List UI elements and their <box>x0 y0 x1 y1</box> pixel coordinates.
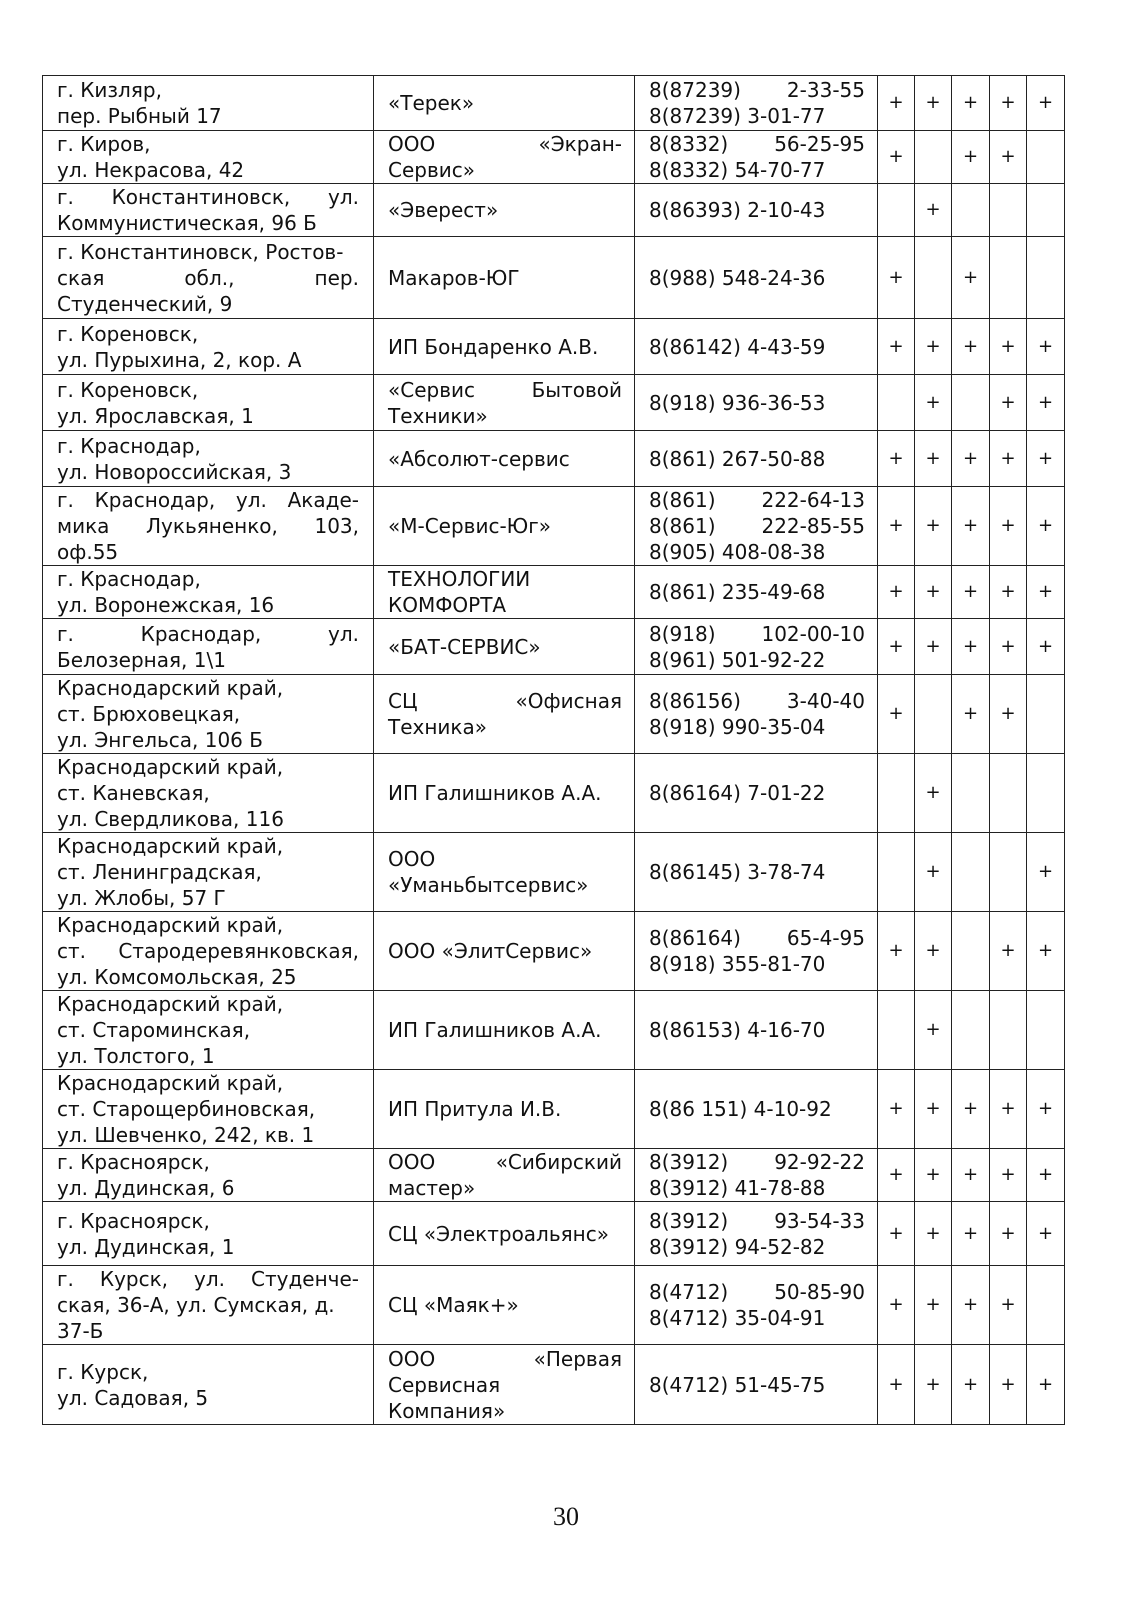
table-row <box>43 431 1065 487</box>
service-mark-cell: + <box>878 131 915 184</box>
service-mark-cell: + <box>952 431 990 487</box>
address-cell-line: г. Кореновск, <box>57 321 199 346</box>
service-mark-cell: + <box>1027 319 1065 375</box>
service-mark-cell: + <box>1027 912 1065 991</box>
address-cell-line: 37-Б <box>57 1319 104 1343</box>
service-mark-cell: + <box>1027 1345 1065 1425</box>
service-mark-cell: + <box>878 1149 915 1202</box>
service-mark-cell: + <box>915 1070 952 1149</box>
service-mark-cell <box>952 991 990 1070</box>
service-mark-cell: + <box>915 833 952 912</box>
organization-cell <box>374 1202 635 1266</box>
service-mark-cell: + <box>1027 487 1065 566</box>
address-cell-line: г. Константиновск, ул. <box>57 185 359 209</box>
address-cell-line: г. Константиновск, Ростов- <box>57 239 344 264</box>
service-mark-cell: + <box>952 675 990 754</box>
organization-cell-line: «Сервис Бытовой <box>388 377 622 402</box>
organization-cell <box>374 184 635 237</box>
service-mark-cell: + <box>878 1202 915 1266</box>
service-mark-cell: + <box>1027 375 1065 431</box>
phone-cell <box>635 566 878 619</box>
address-cell-line: г. Кизляр, <box>57 78 162 102</box>
phone-cell <box>635 1345 878 1425</box>
phone-cell-line: 8(988) 548-24-36 <box>649 265 826 290</box>
service-mark-cell <box>952 375 990 431</box>
phone-cell-line: 8(4712) 35-04-91 <box>649 1306 826 1330</box>
phone-cell-line: 8(918) 102-00-10 <box>649 621 865 646</box>
organization-cell-line: ТЕХНОЛОГИИ <box>388 567 531 591</box>
phone-cell <box>635 991 878 1070</box>
organization-cell <box>374 431 635 487</box>
organization-cell-line: «М-Сервис-Юг» <box>388 514 552 538</box>
address-cell <box>43 912 374 991</box>
service-mark-cell <box>878 991 915 1070</box>
phone-cell-line: 8(3912) 41-78-88 <box>649 1176 826 1200</box>
table-row <box>43 675 1065 754</box>
service-mark-cell <box>915 131 952 184</box>
organization-cell-line: «Уманьбытсервис» <box>388 873 589 897</box>
address-cell-line: ул. Свердликова, 116 <box>57 807 284 831</box>
phone-cell <box>635 675 878 754</box>
service-mark-cell: + <box>990 1149 1027 1202</box>
phone-cell-line: 8(8332) 56-25-95 <box>649 132 865 156</box>
phone-cell <box>635 319 878 375</box>
phone-cell-line: 8(86153) 4-16-70 <box>649 1018 826 1042</box>
table-row <box>43 487 1065 566</box>
phone-cell <box>635 1202 878 1266</box>
table-body <box>43 76 1065 1425</box>
table-row <box>43 237 1065 319</box>
service-mark-cell: + <box>952 1149 990 1202</box>
phone-cell-line: 8(961) 501-92-22 <box>649 647 826 672</box>
organization-cell-line: Техники» <box>388 403 488 428</box>
service-mark-cell: + <box>990 1070 1027 1149</box>
table-row <box>43 375 1065 431</box>
organization-cell-line: ИП Бондаренко А.В. <box>388 334 599 359</box>
service-mark-cell: + <box>990 566 1027 619</box>
organization-cell <box>374 76 635 131</box>
service-mark-cell <box>952 833 990 912</box>
page-number: 30 <box>553 1502 579 1531</box>
service-mark-cell: + <box>915 431 952 487</box>
organization-cell-line: Сервисная <box>388 1372 501 1397</box>
service-mark-cell: + <box>990 675 1027 754</box>
organization-cell <box>374 566 635 619</box>
service-mark-cell: + <box>1027 1149 1065 1202</box>
organization-cell-line: «БАТ-СЕРВИС» <box>388 634 541 659</box>
table-row <box>43 566 1065 619</box>
phone-cell-line: 8(8332) 54-70-77 <box>649 158 826 182</box>
organization-cell-line: СЦ «Офисная <box>388 689 622 713</box>
phone-cell-line: 8(918) 936-36-53 <box>649 390 826 415</box>
service-mark-cell: + <box>952 619 990 675</box>
address-cell-line: г. Курск, <box>57 1359 149 1384</box>
organization-cell-line: Сервис» <box>388 158 475 182</box>
service-mark-cell: + <box>952 1266 990 1345</box>
organization-cell <box>374 619 635 675</box>
organization-cell <box>374 833 635 912</box>
address-cell <box>43 1266 374 1345</box>
service-mark-cell: + <box>915 76 952 131</box>
address-cell-line: ст. Старощербиновская, <box>57 1097 316 1121</box>
service-mark-cell: + <box>878 319 915 375</box>
address-cell-line: ст. Стародеревянковская, <box>57 939 359 963</box>
address-cell <box>43 487 374 566</box>
phone-cell-line: 8(86156) 3-40-40 <box>649 689 865 713</box>
table-row <box>43 912 1065 991</box>
address-cell-line: г. Краснодар, ул. <box>57 621 359 646</box>
service-mark-cell <box>990 184 1027 237</box>
service-mark-cell: + <box>915 566 952 619</box>
service-mark-cell: + <box>915 319 952 375</box>
organization-cell <box>374 319 635 375</box>
service-mark-cell: + <box>1027 431 1065 487</box>
organization-cell-line: ООО <box>388 847 436 871</box>
service-mark-cell: + <box>1027 76 1065 131</box>
phone-cell-line: 8(3912) 92-92-22 <box>649 1150 865 1174</box>
service-mark-cell: + <box>952 131 990 184</box>
service-mark-cell <box>1027 1266 1065 1345</box>
phone-cell <box>635 237 878 319</box>
address-cell-line: ул. Пурыхина, 2, кор. А <box>57 347 302 372</box>
table-row <box>43 754 1065 833</box>
organization-cell-line: ИП Галишников А.А. <box>388 1018 602 1042</box>
service-mark-cell: + <box>915 184 952 237</box>
address-cell-line: ул. Воронежская, 16 <box>57 593 275 617</box>
address-cell-line: ская обл., пер. <box>57 265 359 290</box>
phone-cell <box>635 754 878 833</box>
service-mark-cell: + <box>878 912 915 991</box>
phone-cell <box>635 184 878 237</box>
address-cell-line: г. Киров, <box>57 132 151 156</box>
service-mark-cell: + <box>952 487 990 566</box>
phone-cell-line: 8(918) 990-35-04 <box>649 715 826 739</box>
organization-cell <box>374 487 635 566</box>
address-cell <box>43 619 374 675</box>
table-row <box>43 1149 1065 1202</box>
service-mark-cell: + <box>990 76 1027 131</box>
address-cell-line: г. Красноярск, <box>57 1208 210 1233</box>
service-mark-cell: + <box>1027 1202 1065 1266</box>
phone-cell-line: 8(86 151) 4-10-92 <box>649 1097 832 1121</box>
address-cell-line: ская, 36-А, ул. Сумская, д. <box>57 1293 335 1317</box>
address-cell <box>43 675 374 754</box>
organization-cell <box>374 1266 635 1345</box>
organization-cell-line: СЦ «Маяк+» <box>388 1293 519 1317</box>
organization-cell <box>374 754 635 833</box>
service-mark-cell <box>915 237 952 319</box>
organization-cell-line: «Абсолют-сервис <box>388 446 570 471</box>
address-cell-line: ул. Жлобы, 57 Г <box>57 886 226 910</box>
organization-cell-line: «Эверест» <box>388 198 499 222</box>
service-mark-cell: + <box>878 1266 915 1345</box>
organization-cell-line: ИП Галишников А.А. <box>388 781 602 805</box>
service-mark-cell: + <box>952 1202 990 1266</box>
service-mark-cell <box>1027 184 1065 237</box>
service-mark-cell: + <box>952 566 990 619</box>
address-cell-line: ст. Каневская, <box>57 781 210 805</box>
phone-cell-line: 8(4712) 51-45-75 <box>649 1372 826 1397</box>
table-row <box>43 131 1065 184</box>
phone-cell <box>635 1266 878 1345</box>
phone-cell-line: 8(861) 267-50-88 <box>649 446 826 471</box>
service-mark-cell: + <box>915 619 952 675</box>
address-cell-line: г. Курск, ул. Студенче- <box>57 1267 359 1291</box>
service-mark-cell: + <box>952 1070 990 1149</box>
phone-cell <box>635 1070 878 1149</box>
service-mark-cell: + <box>990 619 1027 675</box>
phone-cell-line: 8(3912) 93-54-33 <box>649 1208 865 1233</box>
phone-cell-line: 8(86164) 7-01-22 <box>649 781 826 805</box>
service-mark-cell: + <box>990 319 1027 375</box>
address-cell <box>43 76 374 131</box>
address-cell-line: Краснодарский край, <box>57 992 284 1016</box>
organization-cell-line: ООО «Первая <box>388 1346 622 1371</box>
organization-cell-line: мастер» <box>388 1176 476 1200</box>
address-cell-line: ул. Садовая, 5 <box>57 1385 209 1410</box>
organization-cell <box>374 237 635 319</box>
phone-cell <box>635 487 878 566</box>
table-row <box>43 76 1065 131</box>
service-mark-cell: + <box>990 131 1027 184</box>
table-row <box>43 1202 1065 1266</box>
service-mark-cell: + <box>952 319 990 375</box>
service-mark-cell: + <box>915 991 952 1070</box>
address-cell <box>43 1345 374 1425</box>
service-mark-cell <box>1027 131 1065 184</box>
table-row <box>43 991 1065 1070</box>
address-cell <box>43 1149 374 1202</box>
address-cell-line: ст. Брюховецкая, <box>57 702 241 726</box>
service-mark-cell <box>990 237 1027 319</box>
service-mark-cell: + <box>990 487 1027 566</box>
organization-cell <box>374 991 635 1070</box>
address-cell-line: Белозерная, 1\1 <box>57 647 226 672</box>
service-mark-cell <box>1027 991 1065 1070</box>
service-mark-cell: + <box>878 237 915 319</box>
address-cell <box>43 237 374 319</box>
service-mark-cell: + <box>915 754 952 833</box>
service-mark-cell: + <box>952 1345 990 1425</box>
phone-cell <box>635 912 878 991</box>
table-row <box>43 184 1065 237</box>
phone-cell-line: 8(86145) 3-78-74 <box>649 860 826 884</box>
address-cell-line: ул. Дудинская, 6 <box>57 1176 235 1200</box>
service-mark-cell <box>1027 237 1065 319</box>
service-mark-cell <box>878 754 915 833</box>
phone-cell-line: 8(861) 222-85-55 <box>649 514 865 538</box>
address-cell-line: Краснодарский край, <box>57 676 284 700</box>
address-cell-line: ул. Шевченко, 242, кв. 1 <box>57 1123 315 1147</box>
phone-cell-line: 8(861) 235-49-68 <box>649 580 826 604</box>
address-cell-line: г. Краснодар, ул. Акаде- <box>57 488 359 512</box>
phone-cell <box>635 76 878 131</box>
address-cell-line: Коммунистическая, 96 Б <box>57 211 317 235</box>
address-cell <box>43 431 374 487</box>
organization-cell-line: Компания» <box>388 1398 506 1423</box>
address-cell-line: ул. Некрасова, 42 <box>57 158 245 182</box>
service-centers-table <box>42 75 1065 1425</box>
phone-cell-line: 8(4712) 50-85-90 <box>649 1280 865 1304</box>
address-cell-line: ул. Дудинская, 1 <box>57 1234 235 1259</box>
service-mark-cell: + <box>952 76 990 131</box>
service-mark-cell <box>952 912 990 991</box>
address-cell-line: Студенческий, 9 <box>57 291 233 316</box>
service-mark-cell: + <box>915 375 952 431</box>
phone-cell-line: 8(87239) 3-01-77 <box>649 104 826 128</box>
address-cell-line: Краснодарский край, <box>57 1071 284 1095</box>
service-mark-cell <box>915 675 952 754</box>
service-mark-cell: + <box>952 237 990 319</box>
table-row <box>43 319 1065 375</box>
phone-cell <box>635 833 878 912</box>
organization-cell-line: ООО «Экран- <box>388 132 622 156</box>
address-cell-line: Краснодарский край, <box>57 913 284 937</box>
table-row <box>43 1266 1065 1345</box>
table-row <box>43 619 1065 675</box>
service-mark-cell: + <box>1027 566 1065 619</box>
service-mark-cell: + <box>878 619 915 675</box>
service-mark-cell <box>952 184 990 237</box>
service-mark-cell <box>990 754 1027 833</box>
service-mark-cell: + <box>878 487 915 566</box>
address-cell-line: пер. Рыбный 17 <box>57 104 222 128</box>
service-mark-cell: + <box>878 1070 915 1149</box>
address-cell <box>43 833 374 912</box>
service-mark-cell: + <box>990 1266 1027 1345</box>
service-mark-cell <box>990 991 1027 1070</box>
service-mark-cell <box>1027 754 1065 833</box>
organization-cell <box>374 131 635 184</box>
service-mark-cell: + <box>915 1266 952 1345</box>
address-cell <box>43 1070 374 1149</box>
phone-cell-line: 8(86164) 65-4-95 <box>649 926 865 950</box>
organization-cell <box>374 1149 635 1202</box>
phone-cell-line: 8(861) 222-64-13 <box>649 488 865 512</box>
organization-cell-line: СЦ «Электроальянс» <box>388 1221 609 1246</box>
phone-cell <box>635 131 878 184</box>
address-cell-line: г. Красноярск, <box>57 1150 210 1174</box>
service-mark-cell: + <box>878 1345 915 1425</box>
service-mark-cell: + <box>915 912 952 991</box>
service-mark-cell: + <box>990 1345 1027 1425</box>
address-cell-line: г. Краснодар, <box>57 567 201 591</box>
service-mark-cell: + <box>878 431 915 487</box>
table-row <box>43 1345 1065 1425</box>
service-mark-cell: + <box>915 1202 952 1266</box>
phone-cell <box>635 619 878 675</box>
address-cell <box>43 754 374 833</box>
service-mark-cell <box>1027 675 1065 754</box>
service-mark-cell: + <box>878 76 915 131</box>
service-mark-cell: + <box>990 912 1027 991</box>
organization-cell-line: Макаров-ЮГ <box>388 265 520 290</box>
service-mark-cell: + <box>915 487 952 566</box>
phone-cell-line: 8(86142) 4-43-59 <box>649 334 826 359</box>
service-mark-cell: + <box>1027 619 1065 675</box>
address-cell-line: Краснодарский край, <box>57 834 284 858</box>
address-cell <box>43 991 374 1070</box>
phone-cell-line: 8(87239) 2-33-55 <box>649 78 865 102</box>
service-mark-cell: + <box>878 675 915 754</box>
organization-cell <box>374 912 635 991</box>
service-mark-cell: + <box>1027 833 1065 912</box>
table-row <box>43 833 1065 912</box>
address-cell-line: Краснодарский край, <box>57 755 284 779</box>
phone-cell-line: 8(3912) 94-52-82 <box>649 1234 826 1259</box>
service-mark-cell: + <box>878 566 915 619</box>
address-cell-line: ул. Ярославская, 1 <box>57 403 254 428</box>
service-mark-cell: + <box>990 1202 1027 1266</box>
organization-cell-line: ООО «Сибирский <box>388 1150 622 1174</box>
address-cell <box>43 184 374 237</box>
service-mark-cell <box>878 184 915 237</box>
address-cell-line: ул. Толстого, 1 <box>57 1044 215 1068</box>
address-cell <box>43 375 374 431</box>
address-cell-line: ст. Ленинградская, <box>57 860 262 884</box>
phone-cell <box>635 431 878 487</box>
service-mark-cell: + <box>990 431 1027 487</box>
address-cell-line: г. Краснодар, <box>57 433 201 458</box>
service-mark-cell <box>878 375 915 431</box>
address-cell <box>43 566 374 619</box>
address-cell-line: ул. Новороссийская, 3 <box>57 459 292 484</box>
address-cell <box>43 319 374 375</box>
organization-cell-line: ИП Притула И.В. <box>388 1097 562 1121</box>
table-row <box>43 1070 1065 1149</box>
organization-cell-line: Техника» <box>388 715 488 739</box>
phone-cell-line: 8(86393) 2-10-43 <box>649 198 826 222</box>
address-cell-line: ул. Комсомольская, 25 <box>57 965 297 989</box>
organization-cell <box>374 1070 635 1149</box>
organization-cell <box>374 375 635 431</box>
address-cell-line: ст. Староминская, <box>57 1018 251 1042</box>
service-mark-cell: + <box>915 1345 952 1425</box>
address-cell-line: г. Кореновск, <box>57 377 199 402</box>
service-mark-cell <box>990 833 1027 912</box>
phone-cell-line: 8(905) 408-08-38 <box>649 540 826 564</box>
address-cell-line: ул. Энгельса, 106 Б <box>57 728 263 752</box>
address-cell <box>43 1202 374 1266</box>
phone-cell <box>635 1149 878 1202</box>
organization-cell-line: «Терек» <box>388 91 475 115</box>
address-cell-line: оф.55 <box>57 540 119 564</box>
organization-cell <box>374 1345 635 1425</box>
service-mark-cell <box>878 833 915 912</box>
service-mark-cell: + <box>915 1149 952 1202</box>
phone-cell <box>635 375 878 431</box>
address-cell <box>43 131 374 184</box>
address-cell-line: мика Лукьяненко, 103, <box>57 514 359 538</box>
organization-cell-line: ООО «ЭлитСервис» <box>388 939 593 963</box>
organization-cell <box>374 675 635 754</box>
service-mark-cell: + <box>1027 1070 1065 1149</box>
service-mark-cell: + <box>990 375 1027 431</box>
organization-cell-line: КОМФОРТА <box>388 593 507 617</box>
service-mark-cell <box>952 754 990 833</box>
phone-cell-line: 8(918) 355-81-70 <box>649 952 826 976</box>
